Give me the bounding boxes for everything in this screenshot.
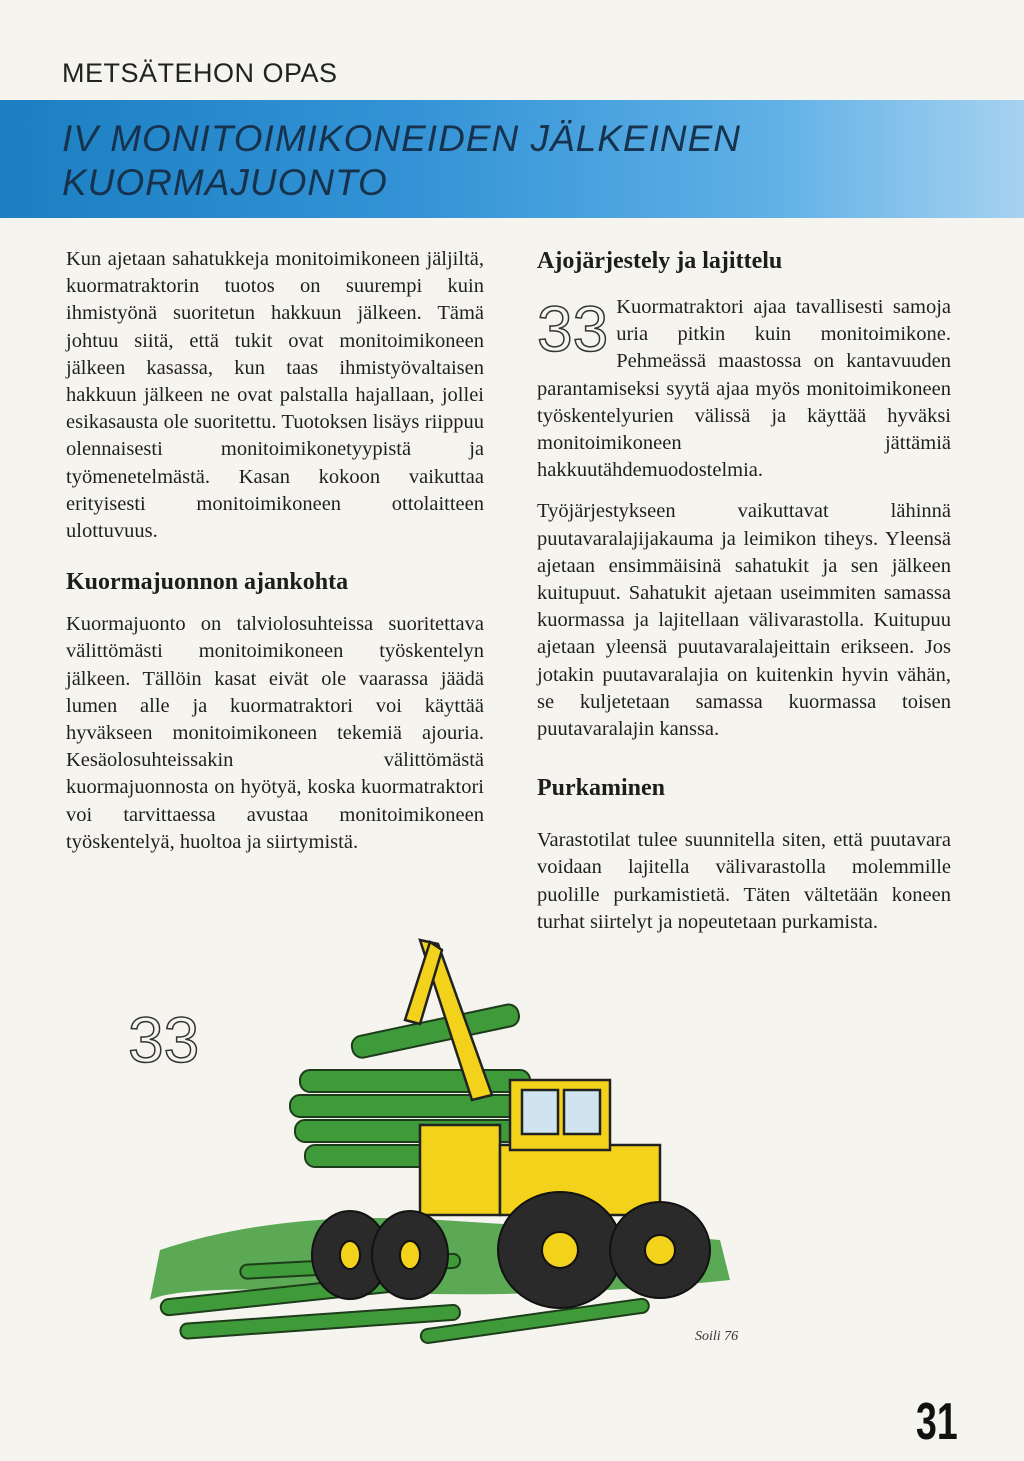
timing-paragraph: Kuormajuonto on talviolosuhteissa suoritettava välittömästi monitoimikoneen työskentelyn jälkeen. Tällöin kasat eivät ole vaarassa jäädä lumen alle ja kuormatraktori voi käyttää hyväkseen monitoimikoneen tekemiä ajouria. Kesäolosuhteissakin välittömästä kuormajuonnosta on hyötyä, koska kuormatraktori voi tarvittaessa avustaa monitoimikoneen työskentelyä, huoltoa ja siirtymistä. xyxy=(66,613,484,853)
left-column xyxy=(66,246,484,856)
artist-signature: Soili 76 xyxy=(695,1329,739,1344)
figure-number: 33 xyxy=(128,1004,200,1076)
unloading-paragraph: Varastotilat tulee suunnitella siten, että puutavara voidaan lajitella välivarastolla molemmille puolille purkamistietä. Täten vältetään koneen turhat siirtelyt ja nopeutetaan purkamista. xyxy=(537,829,951,933)
series-title: METSÄTEHON OPAS xyxy=(62,58,338,88)
section-heading-timing: Kuormajuonnon ajankohta xyxy=(66,569,349,596)
section-heading-arrangement: Ajojärjestely ja lajittelu xyxy=(537,248,783,274)
work-order-paragraph: Työjärjestykseen vaikuttavat lähinnä puutavaralajijakauma ja leimikon tiheys. Yleensä ajetaan ensimmäisinä sahatukit ja sen jälkeen kuitupuut. Sahatukit ajetaan useimmiten samassa kuormassa ja lajitellaan välivarastolla. Kuitupuu ajetaan yleensä puutavaralajeittain erikseen. Jos jotakin puutavaralajia on kuitenkin hyvin vähän, se kuljetetaan samassa kuormassa toisen puutavaralajin kanssa. xyxy=(537,500,951,741)
intro-paragraph: Kun ajetaan sahatukkeja monitoimikoneen jäljiltä, kuormatraktorin tuotos on suurempi kuin ihmistyönä suoritetun hakkuun jälkeen. Tämä johtuu siitä, että tukit ovat monitoimikoneen jälkeen kasassa, kun taas ihmistyövaltaisen hakkuun jälkeen ne ovat palstalla hajallaan, jollei esikasausta ole suoritettu. Tuotoksen lisäys riippuu olennaisesti monitoimikonetyypistä ja työmenetelmästä. Kasan kokoon vaikuttaa erityisesti monitoimikoneen ottolaitteen ulottuvuus. xyxy=(66,248,484,543)
chapter-title-line1: IV MONITOIMIKONEIDEN JÄLKEINEN xyxy=(62,118,741,159)
arrangement-paragraph xyxy=(537,294,951,484)
arrangement-text: Kuormatraktori ajaa tavallisesti samoja uria pitkin kuin monitoimikone. Pehmeässä maastossa on kantavuuden parantamiseksi syytä ajaa myös monitoimikoneen työskentelyurien välissä ja käyttää hyväksi monitoimikoneen jättämiä hakkuutähdemuodostelmia. xyxy=(537,296,951,482)
right-column xyxy=(537,246,951,936)
chapter-title-line2: KUORMAJUONTO xyxy=(62,162,388,203)
chapter-title xyxy=(62,117,962,205)
forwarder-illustration xyxy=(120,920,760,1360)
section-heading-unloading: Purkaminen xyxy=(537,775,666,802)
figure-reference-dropcap: 33 xyxy=(537,293,609,365)
page-number: 31 xyxy=(916,1393,958,1451)
